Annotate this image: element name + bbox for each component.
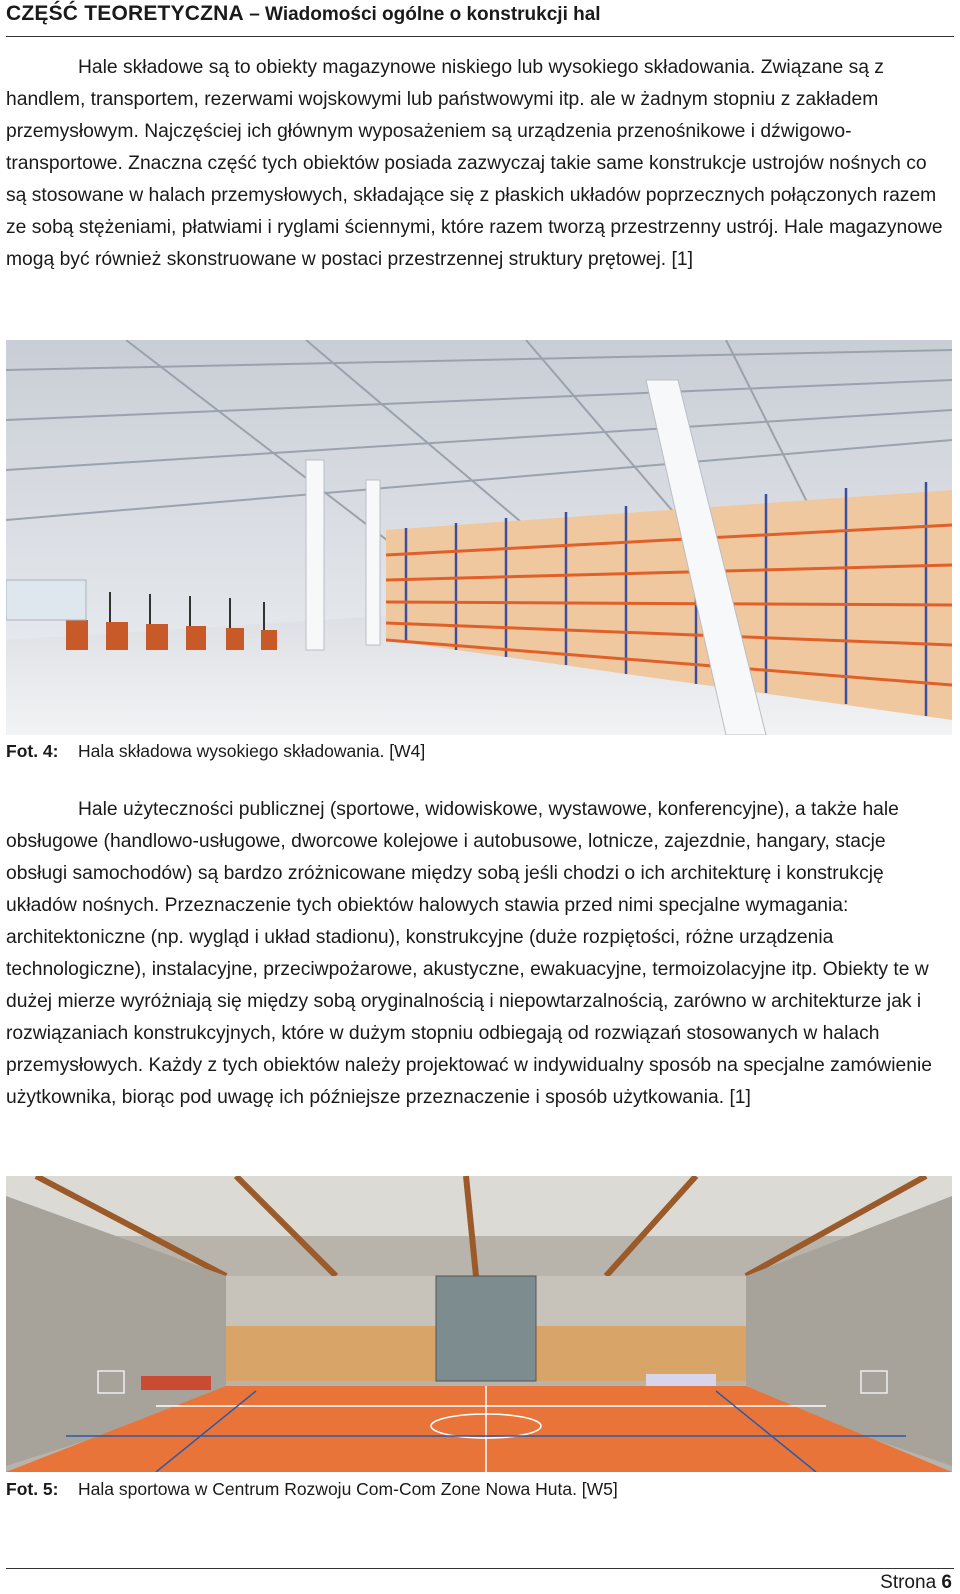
figure-4-caption	[6, 741, 425, 762]
paragraph-warehouses	[6, 52, 950, 276]
page-number: 6	[941, 1572, 952, 1593]
figure-4-label: Fot. 4:	[6, 741, 59, 761]
page-label: Strona	[880, 1572, 937, 1593]
paragraph-1-text: Hale składowe są to obiekty magazynowe niskiego lub wysokiego składowania. Związane są z handlem, transportem, rezerwami wojskowymi lub państwowymi itp. ale w żadnym stopniu z zakładem przemysłowym. Najczęściej ich głównym wyposażeniem są urządzenia przenośnikowe i dźwigowo-transportowe. Znaczna część tych obiektów posiada zazwyczaj takie same konstrukcje ustrojów nośnych co są stosowane w halach przemysłowych, składające się z płaskich układów poprzecznych połączonych razem ze sobą stężeniami, płatwiami i ryglami ściennymi, które razem tworzą przestrzenny ustrój. Hale magazynowe mogą być również skonstruowane w postaci przestrzennej struktury prętowej. [1]	[6, 57, 943, 270]
figure-5-text: Hala sportowa w Centrum Rozwoju Com-Com Zone Nowa Huta. [W5]	[78, 1479, 618, 1499]
figure-5-caption	[6, 1479, 618, 1500]
photo-sports-hall	[6, 1176, 952, 1472]
header-subtitle: Wiadomości ogólne o konstrukcji hal	[265, 4, 601, 25]
page-header	[6, 2, 954, 37]
header-separator: –	[243, 4, 266, 25]
figure-5-label: Fot. 5:	[6, 1479, 59, 1499]
paragraph-2-text: Hale użyteczności publicznej (sportowe, widowiskowe, wystawowe, konferencyjne), a także hale obsługowe (handlowo-usługowe, dworcowe kolejowe i autobusowe, lotnicze, zajezdnie, hangary, stacje obsługi samochodów) są bardzo zróżnicowane między sobą jeśli chodzi o ich architekturę i konstrukcję układów nośnych. Przeznaczenie tych obiektów halowych stawia przed nimi specjalne wymagania: architektoniczne (np. wygląd i układ stadionu), konstrukcyjne (duże rozpiętości, różne urządzenia technologiczne), instalacyjne, przeciwpożarowe, akustyczne, ewakuacyjne, termoizolacyjne itp. Obiekty te w dużej mierze wyróżniają się między sobą oryginalnością i niepowtarzalnością, zarówno w architekturze jak i rozwiązaniach konstrukcyjnych, które w dużym stopniu odbiegają od rozwiązań stosowanych w halach przemysłowych. Każdy z tych obiektów należy projektować w indywidualny sposób na specjalne zamówienie użytkownika, biorąc pod uwagę ich późniejsze przeznaczenie i sposób użytkowania. [1]	[6, 799, 932, 1108]
page-footer	[880, 1572, 952, 1594]
header-title: CZĘŚĆ TEORETYCZNA	[6, 2, 244, 25]
paragraph-public-halls	[6, 794, 950, 1114]
footer-divider	[6, 1568, 954, 1569]
figure-4-text: Hala składowa wysokiego składowania. [W4]	[78, 741, 426, 761]
photo-warehouse	[6, 340, 952, 735]
